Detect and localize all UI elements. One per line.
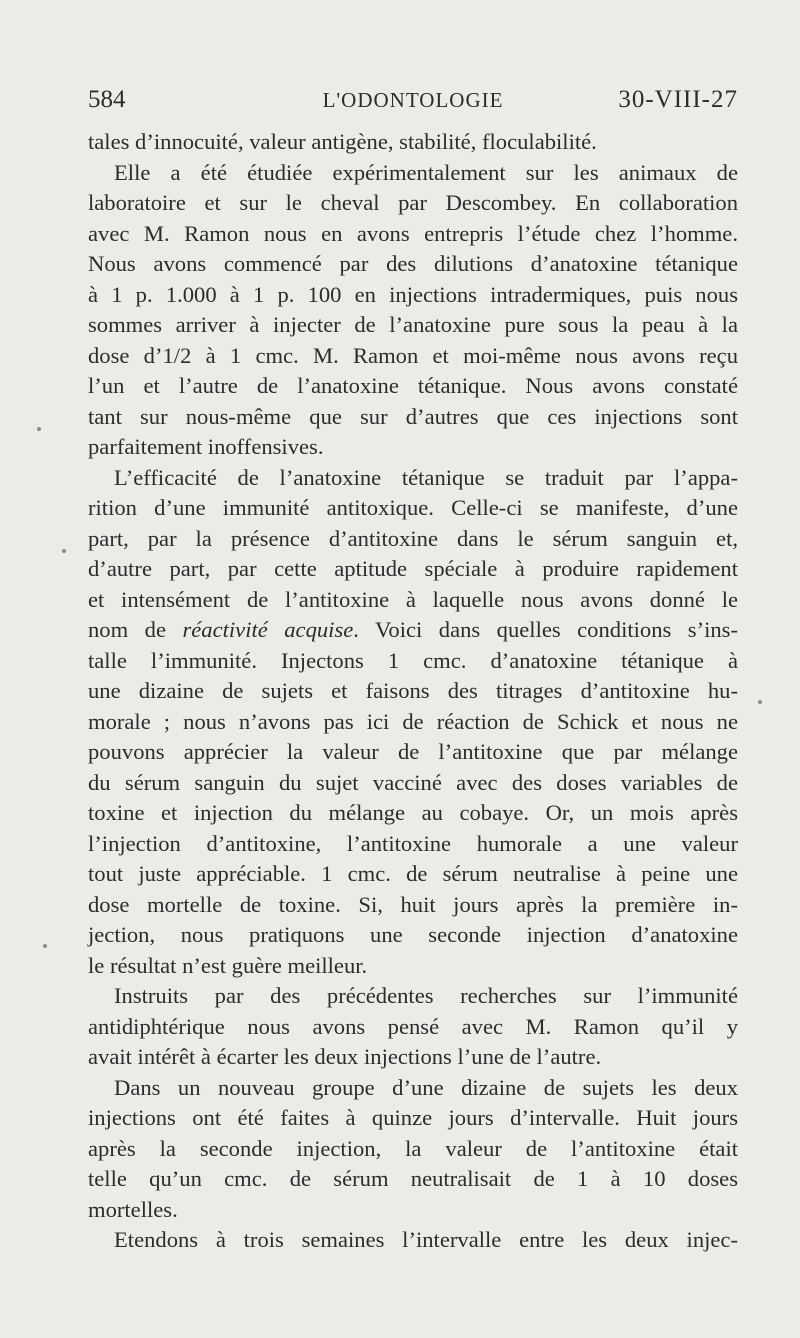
scan-speck (43, 944, 47, 948)
text-line: le résultat n’est guère meilleur. (88, 952, 368, 978)
text-line: pouvons apprécier la valeur de l’antitoxine que par mélange (88, 739, 738, 764)
text-line: Instruits par des précédentes recherches sur l’immunité (114, 983, 738, 1008)
page-number: 584 (88, 86, 126, 113)
text-line: injections ont été faites à quinze jours d’intervalle. Huit jours (88, 1105, 738, 1130)
italic-term: réactivité acquise (182, 617, 354, 642)
text-line: tout juste appréciable. 1 cmc. de sérum neutralise à peine une (88, 861, 738, 886)
text-line: une dizaine de sujets et faisons des titrages d’antitoxine hu- (88, 678, 738, 703)
text-line: après la seconde injection, la valeur de l’antitoxine était (88, 1135, 738, 1161)
text-line: mortelles. (88, 1196, 178, 1222)
text-line: Nous avons commencé par des dilutions d’anatoxine tétanique (88, 251, 738, 276)
journal-title: L'ODONTOLOGIE (322, 88, 504, 112)
running-header (88, 86, 738, 120)
scan-speck (62, 549, 66, 553)
text-line: nom de réactivité acquise. Voici dans quelles conditions s’ins- (88, 617, 738, 642)
text-line: tales d’innocuité, valeur antigène, stabilité, floculabilité. (88, 129, 597, 154)
text-line: L’efficacité de l’anatoxine tétanique se traduit par l’appa- (114, 464, 738, 490)
text-line: et intensément de l’antitoxine à laquelle nous avons donné le (88, 586, 738, 612)
text-line: laboratoire et sur le cheval par Descombey. En collaboration (88, 190, 738, 215)
text-line: antidiphtérique nous avons pensé avec M. Ramon qu’il y (88, 1013, 738, 1039)
text-line: Elle a été étudiée expérimentalement sur les animaux de (114, 159, 738, 185)
body-text (88, 127, 738, 1256)
text-line: rition d’une immunité antitoxique. Celle-ci se manifeste, d’une (88, 495, 738, 520)
text-line: Dans un nouveau groupe d’une dizaine de sujets les deux (114, 1074, 738, 1100)
text-line: tant sur nous-même que sur d’autres que ces injections sont (88, 403, 738, 429)
text-line: l’injection d’antitoxine, l’antitoxine humorale a une valeur (88, 830, 738, 856)
text-line: sommes arriver à injecter de l’anatoxine pure sous la peau à la (88, 312, 738, 337)
text-line: du sérum sanguin du sujet vacciné avec des doses variables de (88, 769, 738, 795)
scan-speck (758, 700, 762, 704)
text-line: Etendons à trois semaines l’intervalle entre les deux injec- (114, 1227, 738, 1252)
text-line: dose d’1/2 à 1 cmc. M. Ramon et moi-même nous avons reçu (88, 342, 738, 368)
text-line: jection, nous pratiquons une seconde injection d’anatoxine (88, 922, 738, 947)
text-line: avec M. Ramon nous en avons entrepris l’étude chez l’homme. (88, 220, 738, 246)
text-line: toxine et injection du mélange au cobaye. Or, un mois après (88, 800, 738, 825)
text-line: dose mortelle de toxine. Si, huit jours après la première in- (88, 891, 738, 917)
text-line: talle l’immunité. Injectons 1 cmc. d’anatoxine tétanique à (88, 647, 738, 673)
text-line: d’autre part, par cette aptitude spéciale à produire rapidement (88, 556, 738, 581)
text-line: à 1 p. 1.000 à 1 p. 100 en injections intradermiques, puis nous (88, 281, 738, 307)
issue-date: 30-VIII-27 (618, 86, 738, 113)
text-line: morale ; nous n’avons pas ici de réaction de Schick et nous ne (88, 708, 738, 734)
text-line: avait intérêt à écarter les deux injections l’une de l’autre. (88, 1044, 602, 1069)
text-line: l’un et l’autre de l’anatoxine tétanique. Nous avons constaté (88, 373, 738, 398)
scan-speck (37, 427, 41, 431)
text-line: parfaitement inoffensives. (88, 434, 324, 459)
text-line: part, par la présence d’antitoxine dans le sérum sanguin et, (88, 525, 738, 551)
text-line: telle qu’un cmc. de sérum neutralisait de 1 à 10 doses (88, 1166, 738, 1191)
